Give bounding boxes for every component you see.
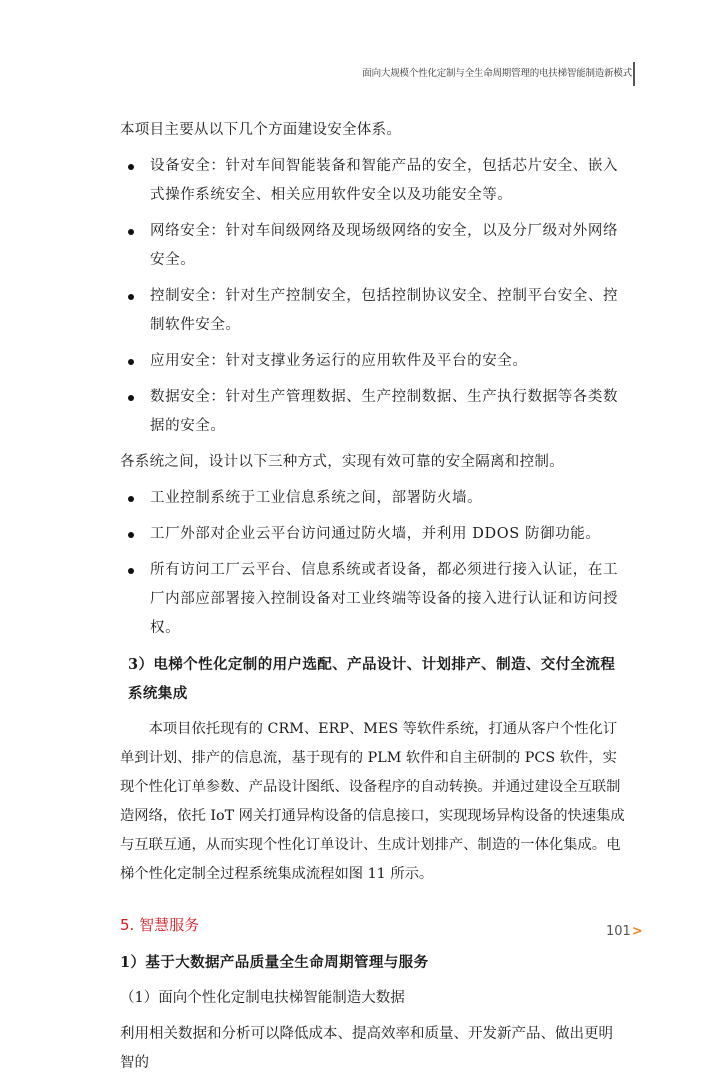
section-heading-smart-service: 5. 智慧服务 (120, 916, 200, 934)
bullet-icon (128, 229, 134, 235)
header-divider (633, 62, 635, 86)
bullet-icon (128, 395, 134, 401)
bigdata-paragraph: 利用相关数据和分析可以降低成本、提高效率和质量、开发新产品、做出更明智的 (120, 1026, 613, 1071)
bullet-icon (128, 359, 134, 365)
list-item (120, 152, 626, 210)
running-header: 面向大规模个性化定制与全生命周期管理的电扶梯智能制造新模式 (362, 68, 632, 79)
list-item (120, 484, 626, 513)
list-item-text: 应用安全：针对支撑业务运行的应用软件及平台的安全。 (150, 353, 528, 369)
list-item-text: 设备安全：针对车间智能装备和智能产品的安全，包括芯片安全、嵌入式操作系统安全、相关应用软件安全以及功能安全等。 (150, 158, 619, 203)
bullet-icon (128, 294, 134, 300)
bullet-icon (128, 496, 134, 502)
subheading-5-1: 1）基于大数据产品质量全生命周期管理与服务 (120, 954, 429, 971)
list-item-text: 所有访问工厂云平台、信息系统或者设备，都必须进行接入认证，在工厂内部应部署接入控制设备对工业终端等设备的接入进行认证和访问授权。 (150, 562, 619, 636)
subheading-3: 3）电梯个性化定制的用户选配、产品设计、计划排产、制造、交付全流程系统集成 (128, 656, 616, 702)
page-number (606, 924, 643, 939)
security-aspects-list (120, 152, 626, 441)
list-item-text: 数据安全：针对生产管理数据、生产控制数据、生产执行数据等各类数据的安全。 (150, 389, 619, 434)
list-item (120, 520, 626, 549)
integration-paragraph: 本项目依托现有的 CRM、ERP、MES 等软件系统，打通从客户个性化订单到计划、排产的信息流，基于现有的 PLM 软件和自主研制的 PCS 软件，实现个性化订单参数、产品设计图纸、设备程序的自动转换。并通过建设全互联制造网络，依托 IoT 网关打通异构设备的信息接口，实现现场异构设备的快速集成与互联互通，从而实现个性化订单设计、生成计划排产、制造的一体化集成。电梯个性化定制全过程系统集成流程如图 11 所示。 (120, 721, 625, 882)
isolation-methods-list (120, 484, 626, 643)
list-item (120, 282, 626, 340)
list-item-text: 工业控制系统于工业信息系统之间，部署防火墙。 (150, 490, 483, 506)
list-item (120, 556, 626, 643)
list-item-text: 控制安全：针对生产控制安全，包括控制协议安全、控制平台安全、控制软件安全。 (150, 288, 619, 333)
page-number-text: 101 (606, 924, 631, 939)
list-item (120, 217, 626, 275)
list-item-text: 网络安全：针对车间级网络及现场级网络的安全，以及分厂级对外网络安全。 (150, 223, 619, 268)
list-item-text: 工厂外部对企业云平台访问通过防火墙，并利用 DDOS 防御功能。 (150, 526, 601, 542)
subitem-5-1-1: （1）面向个性化定制电扶梯智能制造大数据 (120, 990, 405, 1006)
isolation-intro: 各系统之间，设计以下三种方式，实现有效可靠的安全隔离和控制。 (120, 454, 564, 470)
page-content (120, 116, 626, 1085)
next-arrow-icon: > (631, 924, 643, 939)
intro-paragraph: 本项目主要从以下几个方面建设安全体系。 (120, 122, 402, 138)
bullet-icon (128, 568, 134, 574)
bullet-icon (128, 532, 134, 538)
list-item (120, 383, 626, 441)
bullet-icon (128, 164, 134, 170)
list-item (120, 347, 626, 376)
